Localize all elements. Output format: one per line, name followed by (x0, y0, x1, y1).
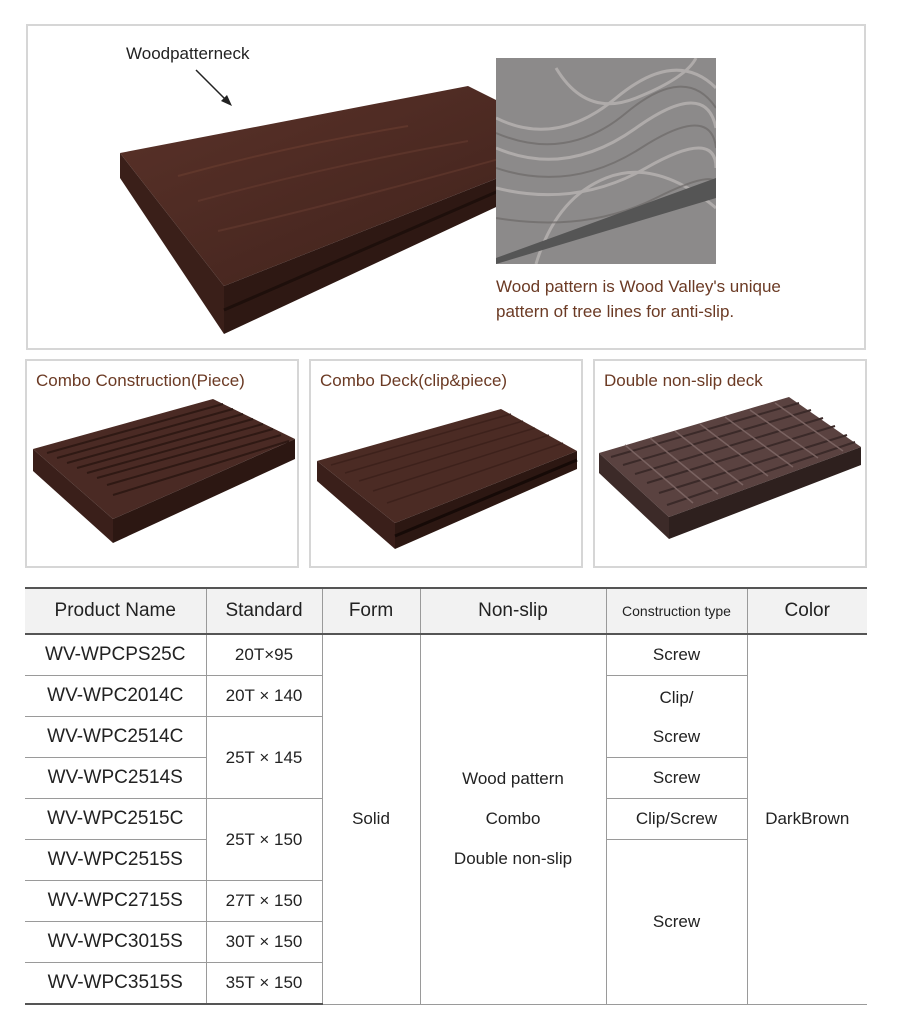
hero-caption (496, 274, 781, 324)
product-name-cell: WV-WPC2515S (25, 840, 206, 881)
product-name-cell: WV-WPC2715S (25, 881, 206, 922)
header-product-name: Product Name (25, 588, 206, 634)
panel-combo-deck (309, 359, 583, 568)
color-cell: DarkBrown (747, 634, 867, 1004)
construction-cell: Screw (606, 840, 747, 1005)
product-name-cell: WV-WPC2514S (25, 758, 206, 799)
construction-cell (606, 676, 747, 758)
header-non-slip: Non-slip (420, 588, 606, 634)
construction-line: Screw (652, 726, 701, 746)
hero-section (26, 24, 866, 350)
standard-cell: 20T×95 (206, 634, 322, 676)
header-form: Form (322, 588, 420, 634)
product-name-cell: WV-WPC2515C (25, 799, 206, 840)
product-name-cell: WV-WPC3515S (25, 963, 206, 1005)
panel-title: Double non-slip deck (604, 371, 763, 390)
product-name-cell: WV-WPC3015S (25, 922, 206, 963)
non-slip-item: Double non-slip (453, 849, 573, 869)
panel-combo-construction (25, 359, 299, 568)
panel-double-non-slip (593, 359, 867, 568)
wood-grain-closeup-image (496, 58, 716, 264)
construction-cell: Screw (606, 758, 747, 799)
product-name-cell: WV-WPC2514C (25, 717, 206, 758)
table-header-row (25, 588, 867, 634)
non-slip-cell (420, 634, 606, 1004)
double-non-slip-board-image (595, 361, 869, 570)
non-slip-item: Wood pattern (462, 769, 564, 789)
standard-cell: 35T × 150 (206, 963, 322, 1005)
hero-label: Woodpatterneck (126, 44, 250, 63)
product-name-cell: WV-WPCPS25C (25, 634, 206, 676)
standard-cell: 25T × 145 (206, 717, 322, 799)
product-name-cell: WV-WPC2014C (25, 676, 206, 717)
construction-cell: Clip/Screw (606, 799, 747, 840)
form-cell: Solid (322, 634, 420, 1004)
non-slip-item: Combo (485, 809, 541, 829)
combo-construction-board-image (27, 361, 301, 570)
hero-caption-line-1: Wood pattern is Wood Valley's unique (496, 277, 781, 296)
hero-caption-line-2: pattern of tree lines for anti-slip. (496, 302, 735, 321)
spec-table (25, 587, 867, 1005)
standard-cell: 25T × 150 (206, 799, 322, 881)
header-color: Color (747, 588, 867, 634)
table-row (25, 634, 867, 676)
standard-cell: 27T × 150 (206, 881, 322, 922)
panel-title: Combo Construction(Piece) (36, 371, 245, 390)
header-standard: Standard (206, 588, 322, 634)
standard-cell: 20T × 140 (206, 676, 322, 717)
construction-line: Clip/ (659, 687, 694, 707)
header-construction-type: Construction type (606, 588, 747, 634)
construction-cell: Screw (606, 634, 747, 676)
panel-title: Combo Deck(clip&piece) (320, 371, 508, 390)
combo-deck-board-image (311, 361, 585, 570)
standard-cell: 30T × 150 (206, 922, 322, 963)
